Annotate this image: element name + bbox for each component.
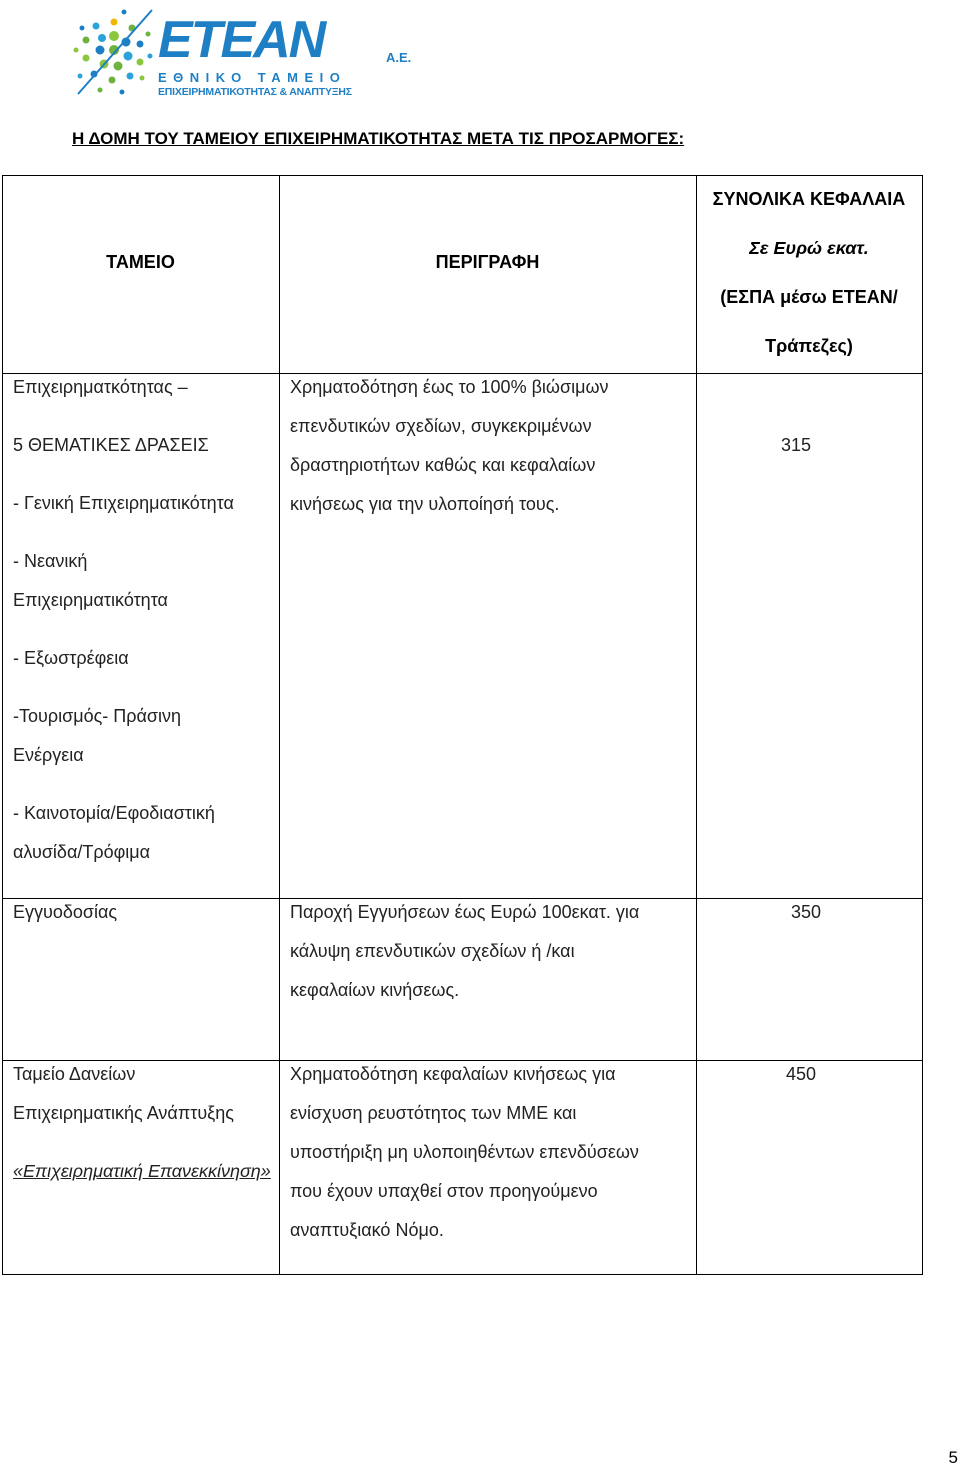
logo-line2: ΕΠΙΧΕΙΡΗΜΑΤΙΚΟΤΗΤΑΣ & ΑΝΑΠΤΥΞΗΣ bbox=[158, 86, 352, 98]
table-border-right bbox=[922, 175, 923, 1275]
logo-suffix: A.E. bbox=[386, 50, 412, 65]
header-description: ΠΕΡΙΓΡΑΦΗ bbox=[435, 252, 540, 272]
page-number: 5 bbox=[948, 1448, 958, 1467]
table-border-left bbox=[2, 175, 3, 1275]
header-capital: ΣΥΝΟΛΙΚΑ ΚΕΦΑΛΑΙΑ Σε Ευρώ εκατ. (ΕΣΠΑ μέσω ΕΤΕΑΝ/ Τράπεζες) bbox=[712, 189, 906, 356]
row2-description: Παροχή Εγγυήσεων έως Ευρώ 100εκατ. για κάλυψη επενδυτικών σχεδίων ή /και κεφαλαίων κινήσεως. bbox=[290, 902, 640, 1000]
page-heading: Η ΔΟΜΗ ΤΟΥ ΤΑΜΕΙΟΥ ΕΠΙΧΕΙΡΗΜΑΤΙΚΟΤΗΤΑΣ ΜΕΤΑ ΤΙΣ ΠΡΟΣΑΡΜΟΓΕΣ: bbox=[72, 129, 685, 148]
row3-fund: Ταμείο Δανείων Επιχειρηματικής Ανάπτυξης «Επιχειρηματική Επανεκκίνηση» bbox=[13, 1064, 271, 1181]
fund-structure-table bbox=[2, 175, 923, 1275]
row3-description: Χρηματοδότηση κεφαλαίων κινήσεως για ενίσχυση ρευστότητος των ΜΜΕ και υποστήριξη μη υλοποιηθέντων επενδύσεων που έχουν υπαχθεί στον προηγούμενο αναπτυξιακό Νόμο. bbox=[290, 1064, 639, 1240]
row3-capital: 450 bbox=[785, 1064, 817, 1084]
table-border-bottom bbox=[2, 1274, 923, 1275]
header-fund: ΤΑΜΕΙΟ bbox=[106, 252, 175, 272]
row3-fund-program: «Επιχειρηματική Επανεκκίνηση» bbox=[13, 1161, 271, 1181]
logo-line1: ΕΘΝΙΚΟ ΤΑΜΕΙΟ bbox=[158, 70, 347, 85]
table-col-divider-1 bbox=[279, 175, 280, 1275]
row1-fund: Επιχειρηματκότητας – 5 ΘΕΜΑΤΙΚΕΣ ΔΡΑΣΕΙΣ - Γενική Επιχειρηματικότητα - Νεανική Επιχειρηματικότητα - Εξωστρέφεια -Τουρισμός- Πράσινη Ενέργεια - Καινοτομία/Εφοδιαστική αλυσίδα/Τρόφιμα bbox=[13, 377, 234, 862]
etean-logo bbox=[72, 6, 412, 102]
row2-capital: 350 bbox=[790, 902, 822, 922]
row2-fund: Εγγυοδοσίας bbox=[13, 902, 118, 922]
row1-capital: 315 bbox=[780, 435, 812, 455]
row1-description: Χρηματοδότηση έως το 100% βιώσιμων επενδυτικών σχεδίων, συγκεκριμένων δραστηριοτήτων καθώς και κεφαλαίων κινήσεως για την υλοποίησή τους. bbox=[290, 377, 609, 514]
logo-emblem-icon bbox=[72, 6, 156, 102]
logo-word: ETEAN bbox=[158, 11, 325, 69]
